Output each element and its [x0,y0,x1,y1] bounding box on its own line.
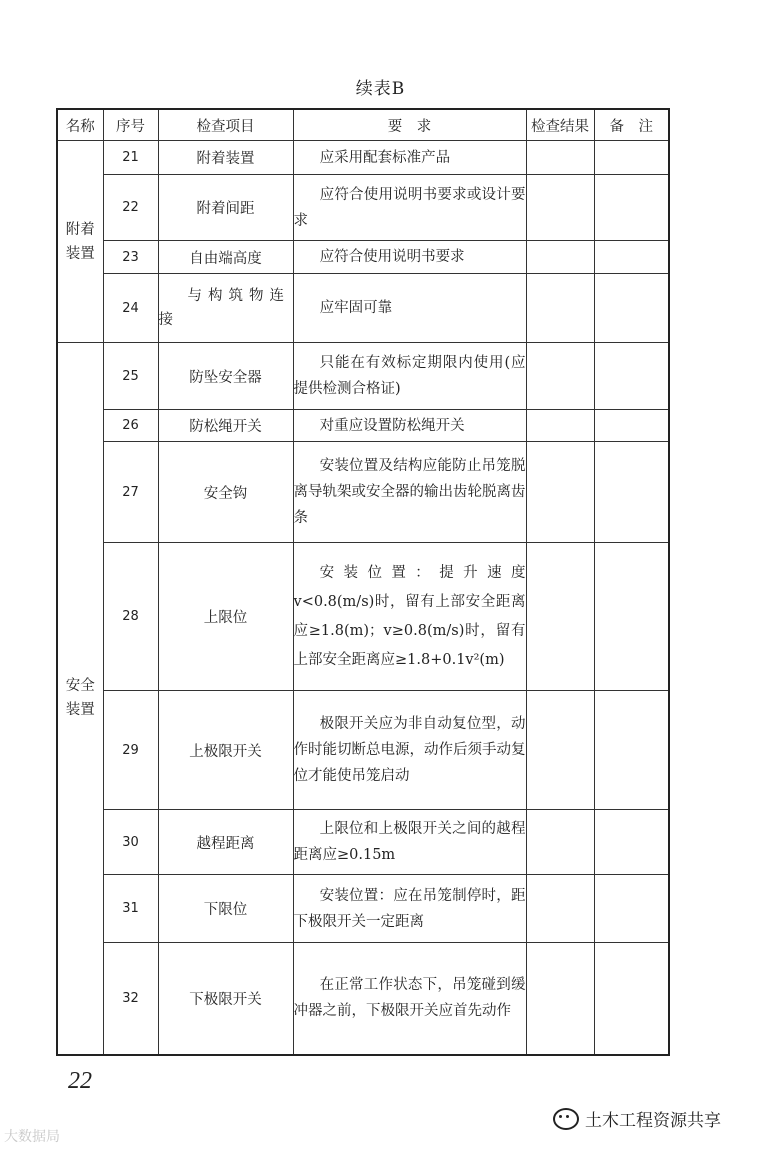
row-requirement: 对重应设置防松绳开关 [293,410,526,442]
table-row [57,343,669,410]
row-result-cell [526,241,594,274]
row-requirement: 应采用配套标准产品 [293,141,526,175]
row-requirement: 只能在有效标定期限内使用(应提供检测合格证) [293,343,526,410]
row-remark-cell [594,410,669,442]
watermark-left: 大数据局 [4,1128,60,1144]
table-row [57,691,669,810]
group-name-attachment: 附着 装置 [57,141,103,343]
row-number: 25 [103,343,158,410]
row-remark-cell [594,141,669,175]
row-requirement: 安装位置及结构应能防止吊笼脱离导轨架或安全器的输出齿轮脱离齿条 [293,442,526,543]
row-item: 附着装置 [158,141,293,175]
row-item: 上极限开关 [158,691,293,810]
row-number: 24 [103,274,158,343]
table-title: 续表B [355,79,406,99]
row-remark-cell [594,543,669,691]
row-requirement: 上限位和上极限开关之间的越程距离应≥0.15m [293,810,526,875]
header-result: 检查结果 [526,109,594,141]
table-row [57,175,669,241]
row-remark-cell [594,943,669,1055]
row-item: 下限位 [158,875,293,943]
row-number: 27 [103,442,158,543]
watermark-right [553,1106,721,1131]
row-result-cell [526,343,594,410]
row-number: 21 [103,141,158,175]
row-number: 23 [103,241,158,274]
row-number: 28 [103,543,158,691]
row-number: 31 [103,875,158,943]
row-requirement: 应符合使用说明书要求 [293,241,526,274]
table-row [57,274,669,343]
table-row [57,543,669,691]
header-name: 名称 [57,109,103,141]
row-item: 上限位 [158,543,293,691]
row-item: 越程距离 [158,810,293,875]
row-item: 安全钩 [158,442,293,543]
inspection-table [56,108,670,1056]
row-result-cell [526,442,594,543]
row-remark-cell [594,343,669,410]
row-result-cell [526,274,594,343]
row-item: 自由端高度 [158,241,293,274]
row-result-cell [526,543,594,691]
row-requirement: 安装位置：应在吊笼制停时，距下极限开关一定距离 [293,875,526,943]
table-row [57,410,669,442]
row-number: 32 [103,943,158,1055]
row-remark-cell [594,241,669,274]
row-item: 与构筑物连接 [158,274,293,343]
row-remark-cell [594,875,669,943]
row-result-cell [526,141,594,175]
row-requirement: 应牢固可靠 [293,274,526,343]
row-item: 附着间距 [158,175,293,241]
row-remark-cell [594,274,669,343]
row-number: 26 [103,410,158,442]
row-number: 30 [103,810,158,875]
group-name-safety: 安全 装置 [57,343,103,1055]
header-remark: 备 注 [594,109,669,141]
row-item: 防坠安全器 [158,343,293,410]
row-remark-cell [594,810,669,875]
row-number: 29 [103,691,158,810]
header-item: 检查项目 [158,109,293,141]
header-requirement: 要 求 [293,109,526,141]
row-requirement: 安装位置：提升速度 v<0.8(m/s)时，留有上部安全距离应≥1.8(m)；v≥0.8(m/s)时，留有上部安全距离应≥1.8+0.1v²(m) [293,543,526,691]
row-result-cell [526,691,594,810]
header-row [57,109,669,141]
row-result-cell [526,875,594,943]
table-row [57,943,669,1055]
wechat-icon [553,1108,579,1130]
table-row [57,141,669,175]
table-row [57,442,669,543]
row-result-cell [526,410,594,442]
row-result-cell [526,943,594,1055]
row-result-cell [526,810,594,875]
table-row [57,875,669,943]
watermark-right-text: 土木工程资源共享 [585,1111,721,1130]
header-no: 序号 [103,109,158,141]
page-number: 22 [68,1068,92,1094]
row-item: 下极限开关 [158,943,293,1055]
row-number: 22 [103,175,158,241]
table-row [57,810,669,875]
row-item: 防松绳开关 [158,410,293,442]
row-requirement: 在正常工作状态下，吊笼碰到缓冲器之前，下极限开关应首先动作 [293,943,526,1055]
row-remark-cell [594,691,669,810]
table-row [57,241,669,274]
row-requirement: 应符合使用说明书要求或设计要求 [293,175,526,241]
row-remark-cell [594,175,669,241]
row-result-cell [526,175,594,241]
row-requirement: 极限开关应为非自动复位型，动作时能切断总电源，动作后须手动复位才能使吊笼启动 [293,691,526,810]
row-remark-cell [594,442,669,543]
